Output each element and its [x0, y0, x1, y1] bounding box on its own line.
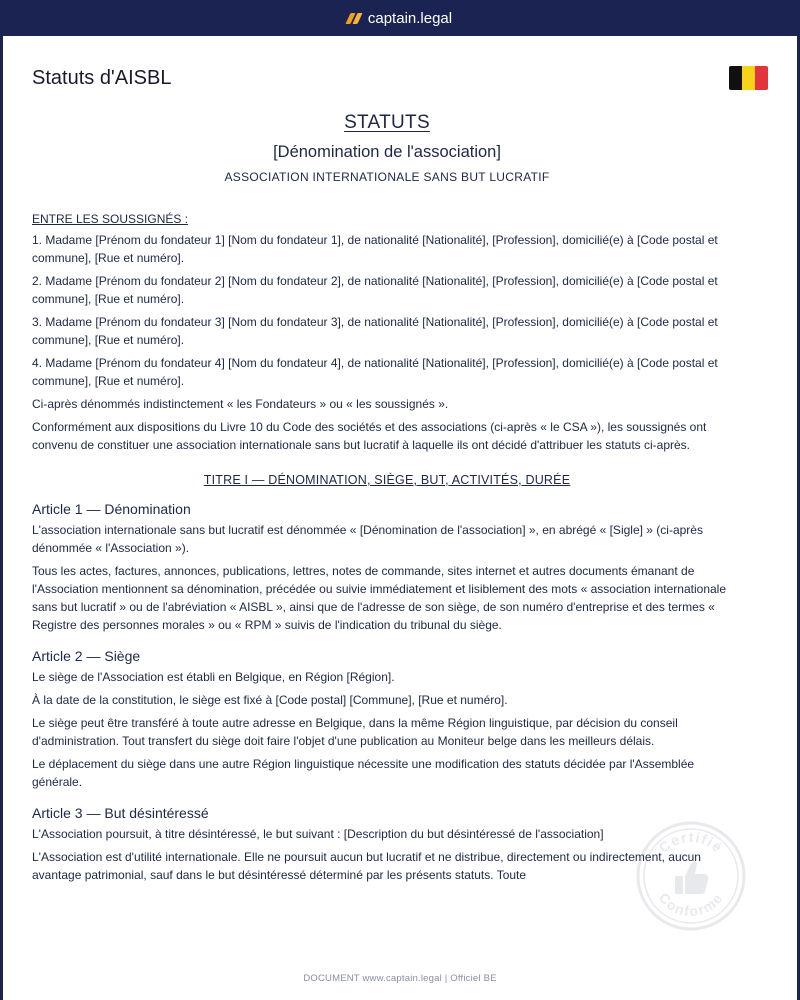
brand-name: captain.legal — [367, 9, 453, 27]
association-type: ASSOCIATION INTERNATIONALE SANS BUT LUCRATIF — [224, 170, 550, 184]
article-2-heading: Article 2 — Siège — [32, 648, 141, 664]
statuts-heading: STATUTS — [344, 112, 430, 133]
article-1-paragraph-2: Tous les actes, factures, annonces, publications, lettres, notes de commande, sites internet et autres documents émanant de l'Association mentionnent sa dénomination, précédée ou suivie immédiatement et lisiblement des mots « association internationale sans but lucratif » ou de l'abréviation « AISBL », ainsi que de l'adresse de son siège, de son numéro d'entreprise et des termes « Registre des personnes morales » ou « RPM » suivis de l'indication du tribunal du siège. — [32, 564, 727, 632]
founder-1: 1. Madame [Prénom du fondateur 1] [Nom du fondateur 1], de nationalité [Nationalité], [Profession], domicilié(e) à [Code postal et commune], [Rue et numéro]. — [32, 233, 718, 265]
document-body — [32, 110, 742, 884]
thumbs-up-icon — [675, 861, 708, 894]
article-2-paragraph-1: Le siège de l'Association est établi en Belgique, en Région [Région]. — [32, 670, 395, 684]
titre-1-heading: TITRE I — DÉNOMINATION, SIÈGE, BUT, ACTIVITÉS, DURÉE — [203, 473, 571, 487]
document-page — [3, 36, 797, 1000]
document-title: Statuts d'AISBL — [32, 67, 172, 89]
stamp-text-top: Certifié — [655, 828, 727, 856]
article-2-paragraph-2: À la date de la constitution, le siège est fixé à [Code postal] [Commune], [Rue et numéro]. — [32, 693, 508, 707]
article-1-paragraph-1: L'association internationale sans but lucratif est dénommée « [Dénomination de l'association] », en abrégé « [Sigle] » (ci-après dénommée « l'Association »). — [32, 523, 703, 555]
article-3-paragraph-2: L'Association est d'utilité internationale. Elle ne poursuit aucun but lucratif et ne distribue, directement ou indirectement, aucun avantage patrimonial, sauf dans le but désintéressé déterminé par les présents statuts. Toute — [32, 850, 701, 882]
conformement-paragraph: Conformément aux dispositions du Livre 10 du Code des sociétés et des associations (ci-après « le CSA »), les soussignés ont convenu de constituer une association internationale sans but lucratif à laquelle ils ont décidé d'attribuer les statuts ci-après. — [32, 420, 707, 452]
certifie-conforme-stamp — [635, 820, 747, 932]
brand-logo[interactable] — [348, 10, 452, 27]
article-2-paragraph-3: Le siège peut être transféré à toute autre adresse en Belgique, dans la même Région linguistique, par décision du conseil d'administration. Tout transfert du siège doit faire l'objet d'une publication au Moniteur belge dans les meilleurs délais. — [32, 716, 678, 748]
page-footer: DOCUMENT www.captain.legal | Officiel BE — [303, 973, 497, 984]
founder-2: 2. Madame [Prénom du fondateur 2] [Nom du fondateur 2], de nationalité [Nationalité], [Profession], domicilié(e) à [Code postal et commune], [Rue et numéro]. — [32, 274, 718, 306]
top-bar — [0, 0, 800, 36]
article-3-heading: Article 3 — But désintéressé — [32, 805, 209, 821]
article-2-paragraph-4: Le déplacement du siège dans une autre Région linguistique nécessite une modification des statuts décidée par l'Assemblée générale. — [32, 757, 695, 789]
article-3-paragraph-1: L'Association poursuit, à titre désintéressé, le but suivant : [Description du but désintéressé de l'association] — [32, 827, 604, 841]
stamp-text-bottom: Conforme — [655, 889, 727, 920]
founder-3: 3. Madame [Prénom du fondateur 3] [Nom du fondateur 3], de nationalité [Nationalité], [Profession], domicilié(e) à [Code postal et commune], [Rue et numéro]. — [32, 315, 718, 347]
founder-4: 4. Madame [Prénom du fondateur 4] [Nom du fondateur 4], de nationalité [Nationalité], [Profession], domicilié(e) à [Code postal et commune], [Rue et numéro]. — [32, 356, 718, 388]
association-denomination: [Dénomination de l'association] — [273, 143, 501, 161]
ci-apres-paragraph: Ci-après dénommés indistinctement « les Fondateurs » ou « les soussignés ». — [32, 397, 449, 411]
belgium-flag-icon — [729, 66, 768, 90]
article-1-heading: Article 1 — Dénomination — [32, 501, 191, 517]
captain-legal-logo-icon — [348, 13, 360, 24]
entre-les-soussignes: ENTRE LES SOUSSIGNÉS : — [32, 212, 189, 226]
svg-text:Certifié — [656, 829, 727, 856]
